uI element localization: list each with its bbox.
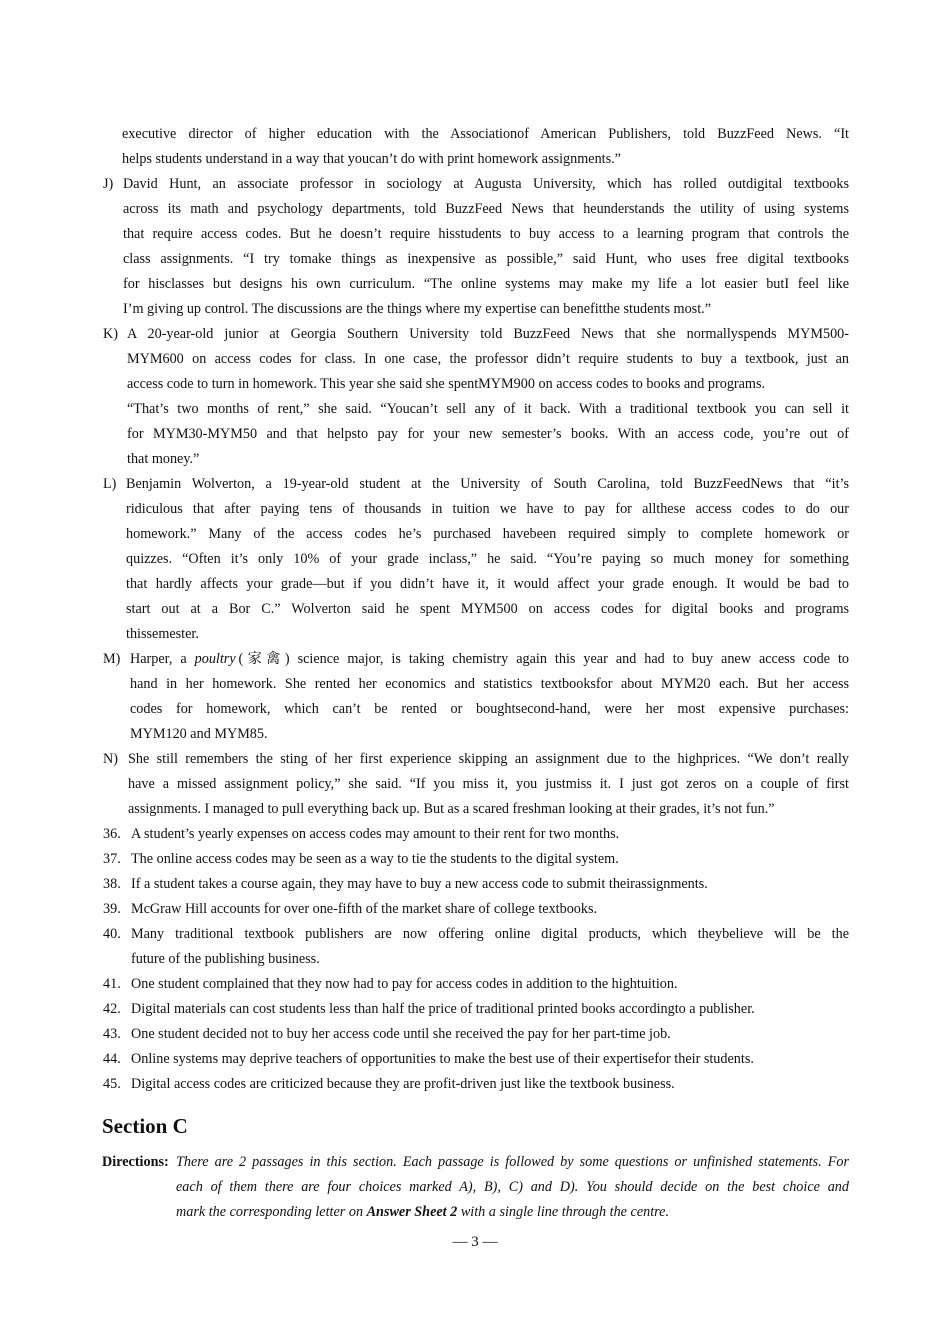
paragraph-k-line: “That’s two months of rent,” she said. “Youcan’t sell any of it back. With a traditional textbook you can sell it [127,401,849,417]
question-number: 39. [103,901,121,917]
paragraph-j-line: across its math and psychology departments, told BuzzFeed News that heunderstands the utility of using systems [123,201,849,217]
question-text: A student’s yearly expenses on access codes may amount to their rent for two months. [131,826,620,842]
directions-text: There are 2 passages in this section. Each passage is followed by some questions or unfinished statements. For [176,1154,849,1170]
question-text: Online systems may deprive teachers of opportunities to make the best use of their expertisefor their students. [131,1051,754,1067]
directions-text [176,1200,669,1225]
answer-sheet-reference: Answer Sheet 2 [366,1204,458,1220]
paragraph-l-line: quizzes. “Often it’s only 10% of your grade inclass,” he said. “You’re paying so much money for something [126,551,849,567]
question-number: 45. [103,1076,121,1092]
question-number: 36. [103,826,121,842]
paragraph-m-line: hand in her homework. She rented her economics and statistics textbooksfor about MYM20 each. But her access [130,676,849,692]
paragraph-l-line: start out at a Bor C.” Wolverton said he spent MYM500 on access codes for digital books and programs [126,601,849,617]
question-text: McGraw Hill accounts for over one-fifth of the market share of college textbooks. [131,901,598,917]
question-text: Digital access codes are criticized because they are profit-driven just like the textbook business. [131,1076,675,1092]
paragraph-label-k: K) [103,326,118,342]
question-number: 42. [103,1001,121,1017]
paragraph-l-line: thissemester. [126,626,199,642]
paragraph-l-line: that hardly affects your grade—but if you didn’t have it, it would affect your grade enough. It would be bad to [126,576,849,592]
paragraph-m-line: MYM120 and MYM85. [130,726,268,742]
directions-text: each of them there are four choices marked A), B), C) and D). You should decide on the best choice and [176,1179,849,1195]
question-text: Digital materials can cost students less than half the price of traditional printed books accordingto a publisher. [131,1001,755,1017]
paragraph-j-line: that require access codes. But he doesn’t require hisstudents to buy access to a learning program that controls the [123,226,849,242]
question-text: future of the publishing business. [131,951,320,967]
paragraph-k-line: MYM600 on access codes for class. In one case, the professor didn’t require students to buy a textbook, just an [127,351,849,367]
paragraph-j-line: for hisclasses but designs his own curriculum. “The online systems may make my life a lot easier butI feel like [123,276,849,292]
paragraph-n-line: She still remembers the sting of her first experience skipping an assignment due to the highprices. “We don’t really [128,751,849,767]
paragraph-l-line: ridiculous that after paying tens of thousands in tuition we have to pay for allthese access codes to do our [126,501,849,517]
directions-label: Directions: [102,1154,169,1170]
page-number: — 3 — [452,1234,498,1250]
question-text: One student complained that they now had to pay for access codes in addition to the hightuition. [131,976,678,992]
question-text: Many traditional textbook publishers are now offering online digital products, which theybelieve will be the [131,926,849,942]
paragraph-j-line: David Hunt, an associate professor in sociology at Augusta University, which has rolled outdigital textbooks [123,176,849,192]
paragraph-n-line: assignments. I managed to pull everything back up. But as a scared freshman looking at their grades, it’s not fun.” [128,801,775,817]
paragraph-label-l: L) [103,476,117,492]
paragraph-m-line: codes for homework, which can’t be rented or boughtsecond-hand, were her most expensive purchases: [130,701,849,717]
paragraph-m-italic-term: poultry [194,651,236,667]
directions-text-part: with a single line through the centre. [457,1204,669,1220]
paragraph-j-line: class assignments. “I try tomake things as inexpensive as possible,” said Hunt, who uses free digital textbooks [123,251,849,267]
section-c-heading: Section C [102,1114,188,1138]
paragraph-k-line: access code to turn in homework. This year she said she spentMYM900 on access codes to books and programs. [127,376,766,392]
paragraph-n-line: have a missed assignment policy,” she said. “If you miss it, you justmiss it. I just got zeros on a couple of first [128,776,849,792]
paragraph-m-first-line [130,647,849,672]
question-number: 43. [103,1026,121,1042]
question-text: If a student takes a course again, they may have to buy a new access code to submit theirassignments. [131,876,708,892]
paragraph-l-line: homework.” Many of the access codes he’s purchased havebeen required simply to complete homework or [126,526,849,542]
paragraph-j-line: I’m giving up control. The discussions are the things where my expertise can benefitthe students most.” [123,301,711,317]
question-text: One student decided not to buy her access code until she received the pay for her part-time job. [131,1026,671,1042]
paragraph-label-j: J) [103,176,114,192]
paragraph-k-line: A 20-year-old junior at Georgia Southern University told BuzzFeed News that she normallyspends MYM500- [127,326,849,342]
paragraph-label-m: M) [103,651,121,667]
question-text: The online access codes may be seen as a way to tie the students to the digital system. [131,851,619,867]
paragraph-l-line: Benjamin Wolverton, a 19-year-old student at the University of South Carolina, told BuzzFeedNews that “it’s [126,476,849,492]
paragraph-m-text: (家禽) science major, is taking chemistry again this year and had to buy anew access code to [238,651,849,667]
paragraph-m-text: Harper, a [130,651,195,667]
question-number: 37. [103,851,121,867]
question-number: 40. [103,926,121,942]
directions-text-part: mark the corresponding letter on [176,1204,367,1220]
paragraph-label-n: N) [103,751,118,767]
continuation-line-1: executive director of higher education with the Associationof American Publishers, told BuzzFeed News. “It [122,126,849,142]
paragraph-k-line: that money.” [127,451,200,467]
question-number: 41. [103,976,121,992]
question-number: 38. [103,876,121,892]
continuation-line-2: helps students understand in a way that youcan’t do with print homework assignments.” [122,151,621,167]
question-number: 44. [103,1051,121,1067]
paragraph-k-line: for MYM30-MYM50 and that helpsto pay for your new semester’s books. With an access code, you’re out of [127,426,849,442]
